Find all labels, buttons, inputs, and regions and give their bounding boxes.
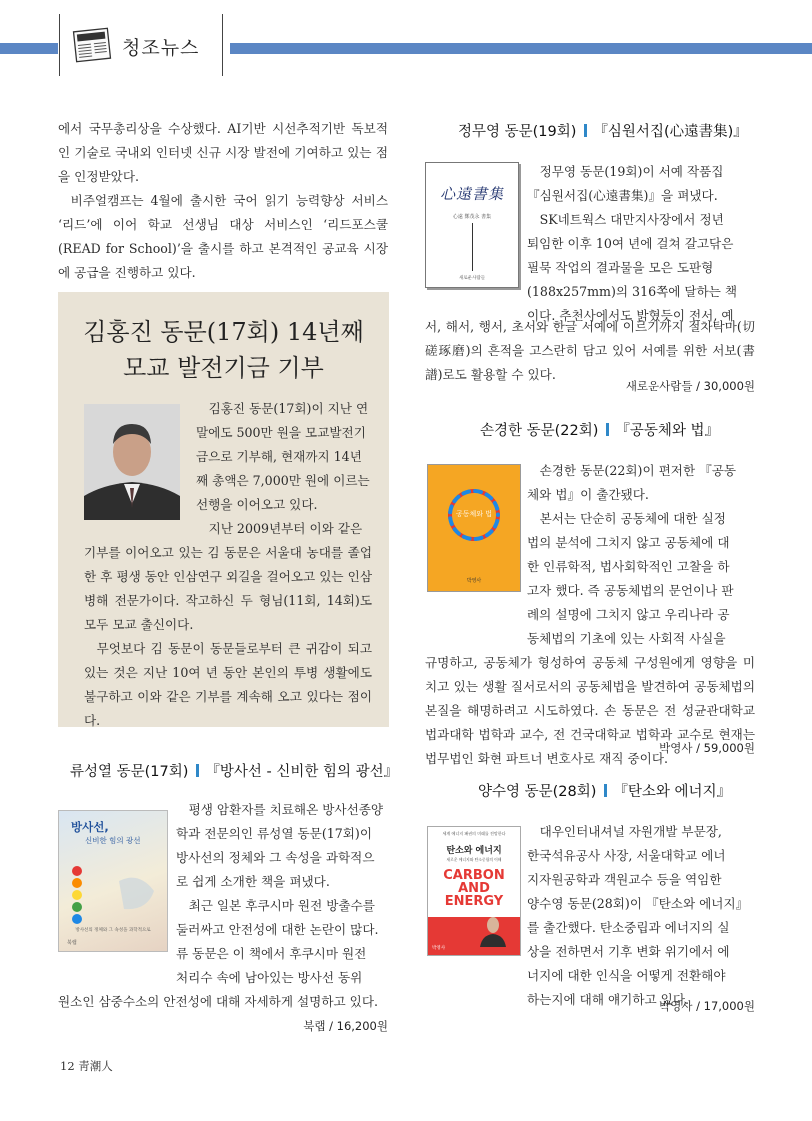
intro-text [58,117,388,285]
text-line: 를 출간했다. 탄소중립과 에너지의 실 [527,920,730,935]
text-line: 말에도 500만 원을 모교발전기 [196,425,366,440]
cover-subtitle: 心遠 鄭茂永 書集 [452,214,492,220]
cover-big-line: AND [458,881,490,896]
publisher-price: 새로운사람들 / 30,000원 [625,379,755,393]
text-line: 하는지에 대해 얘기하고 있다. [527,992,689,1007]
book-heading [458,120,748,141]
intro-paragraph: 비주얼캠프는 4월에 출시한 국어 읽기 능력향상 서비스 ‘리드’에 이어 학교 선생님 대상 서비스인 ‘리드포스쿨(READ for School)’을 출시를 하고 본격적인 공교육 시장에 공급을 진행하고 있다. [58,193,388,280]
text-line: (188x257mm)의 316쪽에 달하는 책 [527,284,738,299]
text-line: 본서는 단순히 공동체에 대한 실정 [539,511,726,526]
cover-portrait [480,915,506,947]
heading-bar [604,784,607,797]
cover-big-line: CARBON [443,868,505,883]
text-line: 대우인터내셔널 자원개발 부문장, [539,824,722,839]
cover-title: 방사선, [71,820,109,834]
text-line: 고자 했다. 즉 공동체법의 문언이나 판 [527,583,734,598]
text-line: 로 쉽게 소개한 책을 펴냈다. [176,874,330,889]
text-line: 선행을 이어오고 있다. [196,497,318,512]
feature-title-line: 모교 발전기금 기부 [123,354,324,382]
text-line: 한 인류학적, 법사회학적인 고찰을 하 [527,559,730,574]
feature-title-line: 김홍진 동문(17회) 14년째 [83,318,364,346]
text-line: 평생 암환자를 치료해온 방사선종양 [188,802,384,817]
book-cover [427,464,521,592]
feature-paragraph: 무엇보다 김 동문이 동문들로부터 큰 귀감이 되고 있는 것은 지난 10여 년 동안 본인의 투병 생활에도 불구하고 이와 같은 기부를 계속해 오고 있다는 점이다. [84,641,372,728]
book-description-rest: 서, 해서, 행서, 초서와 한글 서예에 이르기까지 절차탁마(切磋琢磨)의 흔적을 고스란히 담고 있어 서예를 위한 서보(書譜)로도 활용할 수 있다. [425,319,755,382]
cover-top: 세계 에너지 패권의 미래를 전망한다 [442,831,506,836]
book-heading [480,419,719,440]
text-line: 금으로 기부해, 현재까지 14년 [196,449,362,464]
cover-line [472,223,473,271]
text-line: 체와 법』이 출간됐다. [527,487,649,502]
text-line: 상을 전하면서 기후 변화 위기에서 에 [527,944,730,959]
book-cover [427,826,521,956]
heading-bar [606,423,609,436]
text-line: 이다. 추천사에서도 밝혔듯이 전서, 예 [527,308,734,323]
feature-para2 [84,541,372,733]
header-bar-left [0,43,58,54]
text-line: 정무영 동문(19회)이 서예 작품집 [539,164,724,179]
cover-subtitle: 새로운 에너지와 탄소중립의 이해 [446,857,502,862]
cover-publisher: 새로운사람들 [458,276,486,281]
cover-publisher: 북랩 [67,940,77,946]
cover-publisher: 박영사 [466,578,482,584]
text-line: 너지에 대한 인식을 어떻게 전환해야 [527,968,726,983]
text-line: 법의 분석에 그치지 않고 공동체에 대 [527,535,730,550]
feature-para1 [196,397,371,541]
book-title: 『탄소와 에너지』 [613,784,732,800]
intro-paragraph: 에서 국무총리상을 수상했다. AI기반 시선추적기반 독보적인 기술로 국내외 인터넷 신규 시장 발전에 기여하고 있는 점을 인정받았다. [58,121,388,184]
text-line: 학과 전문의인 류성열 동문(17회)이 [176,826,373,841]
header-divider [222,14,223,76]
publisher-price: 박영사 / 17,000원 [659,999,755,1013]
portrait-photo [84,404,180,520]
text-line: 최근 일본 후쿠시마 원전 방출수를 [188,898,375,913]
text-line: 한국석유공사 사장, 서울대학교 에너 [527,848,726,863]
book-title: 『심원서집(心遠書集)』 [593,124,748,140]
cover-big-line: ENERGY [444,894,504,909]
book-cover [425,162,519,288]
header-bar-right [230,43,812,54]
publisher-price: 박영사 / 59,000원 [659,741,755,755]
text-line: 필묵 작업의 결과물을 모은 도판형 [527,260,714,275]
book-author: 양수영 동문(28회) [478,784,597,800]
book-description-rest: 원소인 삼중수소의 안전성에 대해 자세하게 설명하고 있다. [58,994,378,1009]
text-line: 방사선의 정체와 그 속성을 과학적으 [176,850,375,865]
book-description [176,798,388,990]
page-number: 12 靑潮人 [60,1059,113,1073]
text-line: 지난 2009년부터 이와 같은 [208,521,363,536]
header-divider [59,14,60,76]
text-line: 지자원공학과 객원교수 등을 역임한 [527,872,722,887]
feature-title [58,314,389,386]
book-author: 손경한 동문(22회) [480,423,599,439]
text-line: 류 동문은 이 책에서 후쿠시마 원전 [176,946,367,961]
newspaper-icon [72,24,114,64]
book-author: 정무영 동문(19회) [458,124,577,140]
text-line: 손경한 동문(22회)이 편저한 『공동 [539,463,737,478]
cover-title: 心遠書集 [439,185,504,203]
text-line: SK네트웍스 대만지사장에서 정년 [539,212,724,227]
feature-paragraph: 기부를 이어오고 있는 김 동문은 서울대 농대를 졸업한 후 평생 동안 인삼연구 외길을 걸어오고 있는 인삼병해 전문가이다. 작고하신 두 형님(11회, 14회)도 모두 모교 출신이다. [84,545,372,632]
book-cover [58,810,168,952]
cover-art [428,465,520,591]
book-title: 『공동체와 법』 [615,423,720,439]
text-line: 째 총액은 7,000만 원에 이르는 [196,473,370,488]
book-title: 『방사선 - 신비한 힘의 광선』 [205,764,399,780]
heading-bar [584,124,587,137]
text-line: 례의 설명에 그치지 않고 우리나라 공 [527,607,730,622]
section-title: 청조뉴스 [122,37,200,59]
book-description [527,820,755,1012]
text-line: 동체법의 기초에 있는 사회적 사실을 [527,631,726,646]
cover-big-text [432,869,516,908]
cover-publisher: 박영사 [432,946,446,951]
cover-title: 공동체와 법 [455,510,493,518]
text-line: 퇴임한 이후 10여 년에 걸쳐 갈고닦은 [527,236,734,251]
cover-subtitle: 신비한 힘의 광선 [85,836,141,845]
book-description [527,160,755,328]
cover-title: 탄소와 에너지 [446,846,502,856]
book-heading [70,760,398,781]
book-description-rest: 규명하고, 공동체가 형성하여 공동체 구성원에게 영향을 미치고 있는 생활 질서로서의 공동체법을 발견하여 공동체법의 본질을 해명하려고 시도하였다. 손 동문은 전 성균관대학교 법과대학 법학과 교수, 전 건국대학교 법학과 교수로 현재는 법무법인 화현 파트너 변호사로 재직 중이다. [425,655,755,766]
text-line: 『심원서집(心遠書集)』을 펴냈다. [527,188,718,203]
text-line: 김홍진 동문(17회)이 지난 연 [208,401,369,416]
text-line: 양수영 동문(28회)이 『탄소와 에너지』 [527,896,749,911]
book-heading [478,780,731,801]
book-author: 류성열 동문(17회) [70,764,189,780]
text-line: 둘러싸고 안전성에 대한 논란이 많다. [176,922,379,937]
publisher-price: 북랩 / 16,200원 [303,1019,388,1033]
cover-author: 방사선의 정체와 그 속성을 과학적으로 [75,928,151,933]
heading-bar [196,764,199,777]
book-description [527,459,755,651]
text-line: 처리수 속에 남아있는 방사선 동위 [176,970,363,985]
